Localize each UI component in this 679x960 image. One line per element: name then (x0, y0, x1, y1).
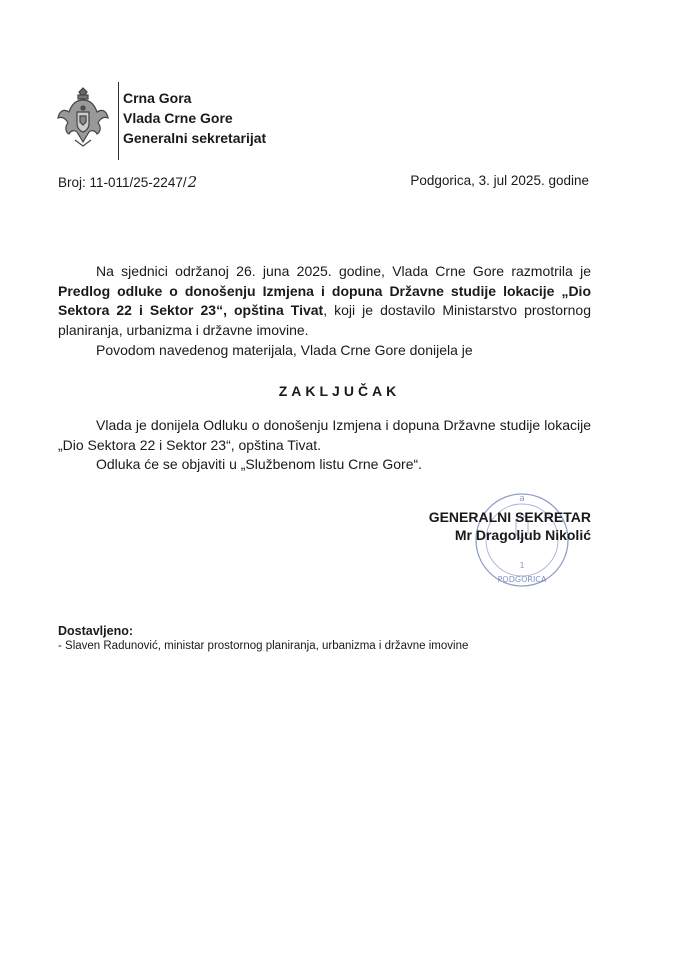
reference-handwritten-suffix: 2 (187, 173, 198, 191)
delivery-item: - Slaven Radunović, ministar prostornog planiranja, urbanizma i državne imovine (58, 640, 469, 652)
paragraph-session-intro: Na sjednici održanoj 26. juna 2025. godine, Vlada Crne Gore razmotrila je (96, 263, 591, 279)
paragraph-adopted: Povodom navedenog materijala, Vlada Crne Gore donijela je (96, 342, 473, 358)
stamp-top-text: a (519, 494, 525, 504)
stamp-number: 1 (519, 561, 525, 570)
paragraph-decision: Vlada je donijela Odluku o donošenju Izmjena i dopuna Državne studije lokacije „Dio Sektora 22 i Sektor 23“, opština Tivat. (58, 417, 591, 453)
reference-number-text: Broj: 11-011/25-2247/ (58, 175, 187, 190)
letterhead (55, 82, 355, 162)
signature-block (429, 508, 591, 544)
coat-of-arms-icon (55, 86, 111, 150)
stamp-bottom-text: PODGORICA (497, 575, 547, 584)
reference-number (58, 173, 197, 191)
signatory-title: GENERALNI SEKRETAR (428, 509, 591, 525)
place-and-date: Podgorica, 3. jul 2025. godine (410, 173, 589, 188)
signatory-name: Mr Dragoljub Nikolić (454, 527, 591, 543)
secretariat-name: Generalni sekretarijat (123, 130, 267, 146)
paragraph-session (58, 262, 591, 340)
letterhead-text (123, 88, 266, 148)
delivery-label: Dostavljeno: (58, 624, 134, 638)
paragraph-session-proposal: Predlog odluke o donošenju Izmjena i dopuna Državne studije lokacije „Dio Sektora 22 i Sektor 23“, opština Tivat (58, 282, 591, 318)
conclusion-title: ZAKLJUČAK (278, 383, 401, 399)
government-name: Vlada Crne Gore (123, 110, 233, 126)
paragraph-publication: Odluka će se objaviti u „Službenom listu Crne Gore“. (96, 456, 423, 472)
letterhead-divider (118, 82, 119, 160)
country-name: Crna Gora (123, 90, 192, 106)
paragraph-session-outro: , koji je dostavilo Ministarstvo prostornog planiranja, urbanizma i državne imovine. (58, 302, 592, 338)
